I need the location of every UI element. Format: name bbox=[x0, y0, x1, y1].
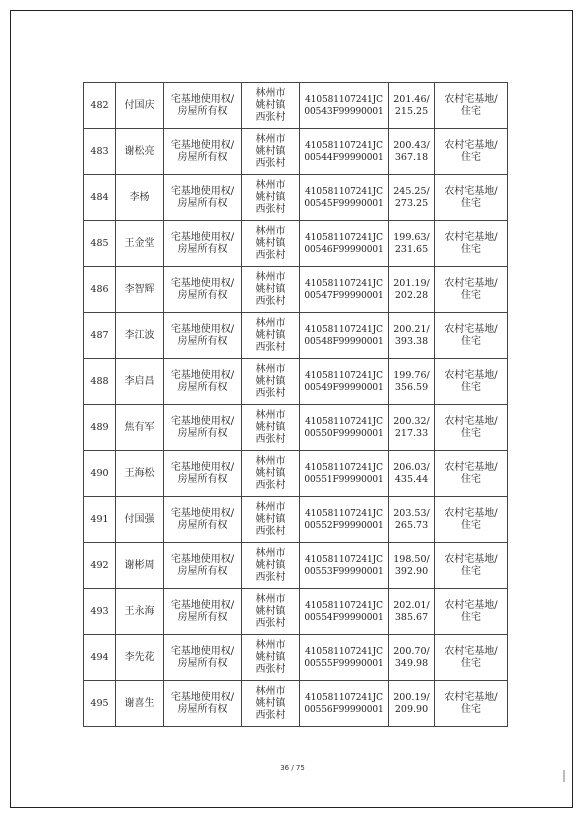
cell-unit-code bbox=[300, 451, 389, 497]
cell-unit-code-line: 410581107241JC bbox=[305, 600, 383, 611]
cell-location bbox=[242, 497, 300, 543]
cell-unit-code bbox=[300, 405, 389, 451]
cell-owner-name: 李智辉 bbox=[116, 267, 164, 313]
cell-location bbox=[242, 635, 300, 681]
cell-unit-code bbox=[300, 221, 389, 267]
cell-area-line: 199.63/ bbox=[393, 231, 430, 243]
cell-unit-code-line: 00545F99990001 bbox=[304, 198, 384, 209]
cell-use-line: 住宅 bbox=[461, 243, 481, 255]
cell-area-line: 200.70/ bbox=[393, 645, 430, 657]
cell-right-type-line: 房屋所有权 bbox=[177, 151, 228, 163]
cell-unit-code-line: 410581107241JC bbox=[305, 278, 383, 289]
cell-owner-name: 谢喜生 bbox=[116, 681, 164, 727]
cell-location bbox=[242, 83, 300, 129]
cell-location-line: 姚村镇 bbox=[255, 191, 286, 203]
cell-unit-code-line: 410581107241JC bbox=[305, 186, 383, 197]
table-body bbox=[84, 83, 508, 727]
cell-location-line: 姚村镇 bbox=[255, 421, 286, 433]
cell-area-line: 198.50/ bbox=[393, 553, 430, 565]
cell-area-line: 393.38 bbox=[394, 335, 429, 347]
table-row bbox=[84, 313, 508, 359]
cell-unit-code bbox=[300, 175, 389, 221]
cell-location-line: 林州市 bbox=[255, 639, 286, 651]
cell-location-line: 西张村 bbox=[255, 571, 286, 583]
table-row bbox=[84, 405, 508, 451]
cell-right-type-line: 宅基地使用权/ bbox=[170, 185, 235, 197]
cell-location-line: 姚村镇 bbox=[255, 375, 286, 387]
cell-use bbox=[435, 267, 508, 313]
cell-use-line: 住宅 bbox=[461, 519, 481, 531]
cell-location bbox=[242, 405, 300, 451]
cell-unit-code-line: 410581107241JC bbox=[305, 554, 383, 565]
cell-number: 492 bbox=[84, 543, 116, 589]
cell-right-type-line: 房屋所有权 bbox=[177, 289, 228, 301]
cell-location-line: 姚村镇 bbox=[255, 467, 286, 479]
cell-use bbox=[435, 589, 508, 635]
cell-unit-code-line: 00547F99990001 bbox=[304, 290, 384, 301]
cell-location-line: 林州市 bbox=[255, 685, 286, 697]
cell-use-line: 农村宅基地/ bbox=[444, 645, 498, 657]
cell-right-type-line: 房屋所有权 bbox=[177, 611, 228, 623]
cell-use bbox=[435, 83, 508, 129]
cell-area-line: 367.18 bbox=[394, 151, 429, 163]
cell-location-line: 林州市 bbox=[255, 133, 286, 145]
cell-number: 488 bbox=[84, 359, 116, 405]
cell-use-line: 住宅 bbox=[461, 289, 481, 301]
cell-use-line: 住宅 bbox=[461, 611, 481, 623]
cell-right-type-line: 房屋所有权 bbox=[177, 565, 228, 577]
cell-right-type bbox=[164, 359, 242, 405]
cell-location bbox=[242, 221, 300, 267]
cell-use bbox=[435, 635, 508, 681]
cell-location-line: 西张村 bbox=[255, 295, 286, 307]
cell-location bbox=[242, 267, 300, 313]
cell-owner-name: 李杨 bbox=[116, 175, 164, 221]
cell-use-line: 农村宅基地/ bbox=[444, 323, 498, 335]
cell-location-line: 林州市 bbox=[255, 363, 286, 375]
cell-location-line: 姚村镇 bbox=[255, 329, 286, 341]
table-row bbox=[84, 267, 508, 313]
cell-location-line: 姚村镇 bbox=[255, 237, 286, 249]
cell-owner-name: 付国庆 bbox=[116, 83, 164, 129]
cell-use-line: 农村宅基地/ bbox=[444, 553, 498, 565]
cell-right-type-line: 房屋所有权 bbox=[177, 243, 228, 255]
cell-unit-code bbox=[300, 83, 389, 129]
table-row bbox=[84, 129, 508, 175]
cell-unit-code-line: 00546F99990001 bbox=[304, 244, 384, 255]
cell-use-line: 住宅 bbox=[461, 151, 481, 163]
cell-location-line: 西张村 bbox=[255, 525, 286, 537]
cell-area-line: 206.03/ bbox=[393, 461, 430, 473]
table-row bbox=[84, 589, 508, 635]
cell-unit-code bbox=[300, 267, 389, 313]
cell-location-line: 西张村 bbox=[255, 203, 286, 215]
cell-use-line: 住宅 bbox=[461, 473, 481, 485]
cell-area bbox=[389, 83, 435, 129]
cell-owner-name: 焦有军 bbox=[116, 405, 164, 451]
cell-right-type-line: 房屋所有权 bbox=[177, 335, 228, 347]
cell-use-line: 农村宅基地/ bbox=[444, 461, 498, 473]
cell-right-type bbox=[164, 405, 242, 451]
cell-right-type-line: 房屋所有权 bbox=[177, 657, 228, 669]
cell-right-type-line: 房屋所有权 bbox=[177, 473, 228, 485]
cell-right-type-line: 宅基地使用权/ bbox=[170, 93, 235, 105]
cell-unit-code bbox=[300, 129, 389, 175]
cell-area bbox=[389, 635, 435, 681]
cell-use bbox=[435, 405, 508, 451]
cell-use-line: 农村宅基地/ bbox=[444, 277, 498, 289]
cell-right-type-line: 宅基地使用权/ bbox=[170, 599, 235, 611]
cell-use-line: 农村宅基地/ bbox=[444, 599, 498, 611]
cell-location-line: 林州市 bbox=[255, 501, 286, 513]
cell-use bbox=[435, 681, 508, 727]
cell-area-line: 202.01/ bbox=[393, 599, 430, 611]
cell-location-line: 林州市 bbox=[255, 593, 286, 605]
cell-right-type-line: 房屋所有权 bbox=[177, 105, 228, 117]
cell-right-type-line: 房屋所有权 bbox=[177, 703, 228, 715]
cell-owner-name: 王海松 bbox=[116, 451, 164, 497]
cell-area-line: 201.46/ bbox=[393, 93, 430, 105]
cell-unit-code-line: 410581107241JC bbox=[305, 462, 383, 473]
cell-area bbox=[389, 451, 435, 497]
cell-unit-code-line: 00550F99990001 bbox=[304, 428, 384, 439]
table-row bbox=[84, 359, 508, 405]
cell-number: 487 bbox=[84, 313, 116, 359]
page-number: 36 / 75 bbox=[280, 764, 305, 772]
cell-location-line: 西张村 bbox=[255, 617, 286, 629]
cell-number: 489 bbox=[84, 405, 116, 451]
cell-area bbox=[389, 497, 435, 543]
cell-use bbox=[435, 175, 508, 221]
cell-right-type bbox=[164, 221, 242, 267]
cell-use-line: 农村宅基地/ bbox=[444, 415, 498, 427]
cell-right-type-line: 宅基地使用权/ bbox=[170, 415, 235, 427]
cell-location-line: 西张村 bbox=[255, 157, 286, 169]
cell-unit-code bbox=[300, 543, 389, 589]
cell-right-type-line: 宅基地使用权/ bbox=[170, 369, 235, 381]
cell-number: 494 bbox=[84, 635, 116, 681]
cell-right-type bbox=[164, 129, 242, 175]
cell-location-line: 西张村 bbox=[255, 433, 286, 445]
cell-location-line: 姚村镇 bbox=[255, 283, 286, 295]
cell-unit-code-line: 00553F99990001 bbox=[304, 566, 384, 577]
cell-area-line: 202.28 bbox=[394, 289, 429, 301]
cell-right-type-line: 宅基地使用权/ bbox=[170, 323, 235, 335]
cell-location-line: 西张村 bbox=[255, 341, 286, 353]
cell-area bbox=[389, 175, 435, 221]
cell-use-line: 住宅 bbox=[461, 335, 481, 347]
cell-number: 485 bbox=[84, 221, 116, 267]
cell-right-type-line: 宅基地使用权/ bbox=[170, 691, 235, 703]
cell-number: 495 bbox=[84, 681, 116, 727]
cell-location bbox=[242, 681, 300, 727]
cell-unit-code-line: 00552F99990001 bbox=[304, 520, 384, 531]
cell-right-type bbox=[164, 83, 242, 129]
cell-area bbox=[389, 313, 435, 359]
cell-location-line: 姚村镇 bbox=[255, 99, 286, 111]
cell-use bbox=[435, 313, 508, 359]
cell-owner-name: 王金堂 bbox=[116, 221, 164, 267]
cell-area bbox=[389, 129, 435, 175]
cell-location-line: 林州市 bbox=[255, 547, 286, 559]
cell-location-line: 西张村 bbox=[255, 111, 286, 123]
cell-right-type-line: 房屋所有权 bbox=[177, 197, 228, 209]
cell-use-line: 住宅 bbox=[461, 565, 481, 577]
cell-unit-code bbox=[300, 589, 389, 635]
cell-area-line: 385.67 bbox=[394, 611, 429, 623]
cell-area-line: 392.90 bbox=[394, 565, 429, 577]
cell-unit-code bbox=[300, 681, 389, 727]
cell-number: 486 bbox=[84, 267, 116, 313]
cell-location-line: 林州市 bbox=[255, 409, 286, 421]
cell-unit-code-line: 00548F99990001 bbox=[304, 336, 384, 347]
cell-right-type-line: 宅基地使用权/ bbox=[170, 277, 235, 289]
cell-number: 484 bbox=[84, 175, 116, 221]
cell-right-type-line: 宅基地使用权/ bbox=[170, 645, 235, 657]
cell-owner-name: 谢松亮 bbox=[116, 129, 164, 175]
cell-right-type-line: 房屋所有权 bbox=[177, 519, 228, 531]
cell-owner-name: 李先花 bbox=[116, 635, 164, 681]
cell-right-type bbox=[164, 681, 242, 727]
scan-mark bbox=[563, 770, 565, 782]
table-row bbox=[84, 451, 508, 497]
cell-area-line: 215.25 bbox=[394, 105, 429, 117]
cell-unit-code bbox=[300, 497, 389, 543]
cell-number: 482 bbox=[84, 83, 116, 129]
cell-right-type-line: 宅基地使用权/ bbox=[170, 553, 235, 565]
cell-right-type bbox=[164, 267, 242, 313]
cell-use-line: 住宅 bbox=[461, 703, 481, 715]
cell-unit-code-line: 410581107241JC bbox=[305, 94, 383, 105]
cell-location-line: 林州市 bbox=[255, 455, 286, 467]
cell-unit-code-line: 410581107241JC bbox=[305, 508, 383, 519]
cell-right-type-line: 房屋所有权 bbox=[177, 427, 228, 439]
cell-unit-code-line: 410581107241JC bbox=[305, 646, 383, 657]
cell-unit-code-line: 00549F99990001 bbox=[304, 382, 384, 393]
cell-right-type bbox=[164, 635, 242, 681]
table-row bbox=[84, 221, 508, 267]
cell-area-line: 245.25/ bbox=[393, 185, 430, 197]
cell-use-line: 农村宅基地/ bbox=[444, 369, 498, 381]
cell-owner-name: 谢彬周 bbox=[116, 543, 164, 589]
cell-right-type-line: 宅基地使用权/ bbox=[170, 461, 235, 473]
cell-use-line: 住宅 bbox=[461, 657, 481, 669]
cell-area bbox=[389, 681, 435, 727]
cell-location-line: 姚村镇 bbox=[255, 605, 286, 617]
cell-location bbox=[242, 589, 300, 635]
cell-area-line: 435.44 bbox=[394, 473, 429, 485]
cell-right-type bbox=[164, 313, 242, 359]
cell-area bbox=[389, 267, 435, 313]
cell-use-line: 农村宅基地/ bbox=[444, 93, 498, 105]
cell-location bbox=[242, 543, 300, 589]
table-row bbox=[84, 83, 508, 129]
cell-use bbox=[435, 497, 508, 543]
table-row bbox=[84, 175, 508, 221]
cell-area-line: 203.53/ bbox=[393, 507, 430, 519]
table-row bbox=[84, 681, 508, 727]
cell-use bbox=[435, 451, 508, 497]
registry-table bbox=[83, 82, 508, 727]
cell-area-line: 349.98 bbox=[394, 657, 429, 669]
cell-unit-code-line: 410581107241JC bbox=[305, 324, 383, 335]
cell-number: 490 bbox=[84, 451, 116, 497]
cell-area bbox=[389, 405, 435, 451]
cell-location-line: 姚村镇 bbox=[255, 559, 286, 571]
cell-right-type-line: 宅基地使用权/ bbox=[170, 507, 235, 519]
cell-unit-code-line: 410581107241JC bbox=[305, 416, 383, 427]
cell-location bbox=[242, 313, 300, 359]
cell-number: 491 bbox=[84, 497, 116, 543]
cell-location-line: 西张村 bbox=[255, 387, 286, 399]
cell-area bbox=[389, 543, 435, 589]
table-row bbox=[84, 635, 508, 681]
cell-use bbox=[435, 543, 508, 589]
table-row bbox=[84, 543, 508, 589]
cell-location-line: 西张村 bbox=[255, 249, 286, 261]
cell-use bbox=[435, 129, 508, 175]
cell-location-line: 姚村镇 bbox=[255, 697, 286, 709]
cell-area-line: 200.32/ bbox=[393, 415, 430, 427]
cell-area-line: 209.90 bbox=[394, 703, 429, 715]
cell-use-line: 住宅 bbox=[461, 427, 481, 439]
cell-right-type bbox=[164, 451, 242, 497]
cell-location-line: 西张村 bbox=[255, 709, 286, 721]
cell-location-line: 林州市 bbox=[255, 317, 286, 329]
cell-unit-code-line: 00555F99990001 bbox=[304, 658, 384, 669]
cell-use-line: 农村宅基地/ bbox=[444, 691, 498, 703]
cell-location-line: 姚村镇 bbox=[255, 651, 286, 663]
cell-unit-code bbox=[300, 635, 389, 681]
cell-unit-code-line: 00544F99990001 bbox=[304, 152, 384, 163]
cell-location bbox=[242, 129, 300, 175]
cell-location-line: 林州市 bbox=[255, 179, 286, 191]
cell-unit-code bbox=[300, 313, 389, 359]
table-row bbox=[84, 497, 508, 543]
cell-location-line: 林州市 bbox=[255, 225, 286, 237]
cell-area-line: 265.73 bbox=[394, 519, 429, 531]
cell-use-line: 住宅 bbox=[461, 381, 481, 393]
cell-number: 483 bbox=[84, 129, 116, 175]
cell-area-line: 231.65 bbox=[394, 243, 429, 255]
cell-area-line: 200.43/ bbox=[393, 139, 430, 151]
cell-use bbox=[435, 221, 508, 267]
cell-number: 493 bbox=[84, 589, 116, 635]
cell-use-line: 农村宅基地/ bbox=[444, 231, 498, 243]
cell-location-line: 林州市 bbox=[255, 87, 286, 99]
cell-location bbox=[242, 359, 300, 405]
cell-area-line: 201.19/ bbox=[393, 277, 430, 289]
cell-location-line: 姚村镇 bbox=[255, 145, 286, 157]
cell-use-line: 农村宅基地/ bbox=[444, 139, 498, 151]
cell-owner-name: 李启昌 bbox=[116, 359, 164, 405]
cell-area-line: 199.76/ bbox=[393, 369, 430, 381]
cell-use-line: 农村宅基地/ bbox=[444, 507, 498, 519]
cell-owner-name: 王永海 bbox=[116, 589, 164, 635]
cell-area-line: 200.21/ bbox=[393, 323, 430, 335]
cell-use-line: 住宅 bbox=[461, 105, 481, 117]
cell-right-type bbox=[164, 497, 242, 543]
cell-right-type-line: 房屋所有权 bbox=[177, 381, 228, 393]
cell-unit-code-line: 00556F99990001 bbox=[304, 704, 384, 715]
cell-right-type bbox=[164, 175, 242, 221]
cell-right-type-line: 宅基地使用权/ bbox=[170, 231, 235, 243]
cell-unit-code bbox=[300, 359, 389, 405]
cell-right-type bbox=[164, 589, 242, 635]
cell-unit-code-line: 00543F99990001 bbox=[304, 106, 384, 117]
cell-location-line: 姚村镇 bbox=[255, 513, 286, 525]
cell-unit-code-line: 410581107241JC bbox=[305, 370, 383, 381]
cell-right-type bbox=[164, 543, 242, 589]
cell-unit-code-line: 00551F99990001 bbox=[304, 474, 384, 485]
cell-owner-name: 李江波 bbox=[116, 313, 164, 359]
cell-location-line: 林州市 bbox=[255, 271, 286, 283]
cell-use-line: 农村宅基地/ bbox=[444, 185, 498, 197]
cell-unit-code-line: 410581107241JC bbox=[305, 692, 383, 703]
cell-area-line: 356.59 bbox=[394, 381, 429, 393]
cell-location-line: 西张村 bbox=[255, 663, 286, 675]
cell-area bbox=[389, 589, 435, 635]
cell-unit-code-line: 410581107241JC bbox=[305, 140, 383, 151]
cell-unit-code-line: 00554F99990001 bbox=[304, 612, 384, 623]
cell-unit-code-line: 410581107241JC bbox=[305, 232, 383, 243]
cell-location bbox=[242, 451, 300, 497]
cell-use-line: 住宅 bbox=[461, 197, 481, 209]
cell-use bbox=[435, 359, 508, 405]
cell-area-line: 200.19/ bbox=[393, 691, 430, 703]
cell-area bbox=[389, 359, 435, 405]
cell-area-line: 273.25 bbox=[394, 197, 429, 209]
cell-right-type-line: 宅基地使用权/ bbox=[170, 139, 235, 151]
cell-location bbox=[242, 175, 300, 221]
cell-area bbox=[389, 221, 435, 267]
cell-area-line: 217.33 bbox=[394, 427, 429, 439]
cell-location-line: 西张村 bbox=[255, 479, 286, 491]
cell-owner-name: 付国强 bbox=[116, 497, 164, 543]
